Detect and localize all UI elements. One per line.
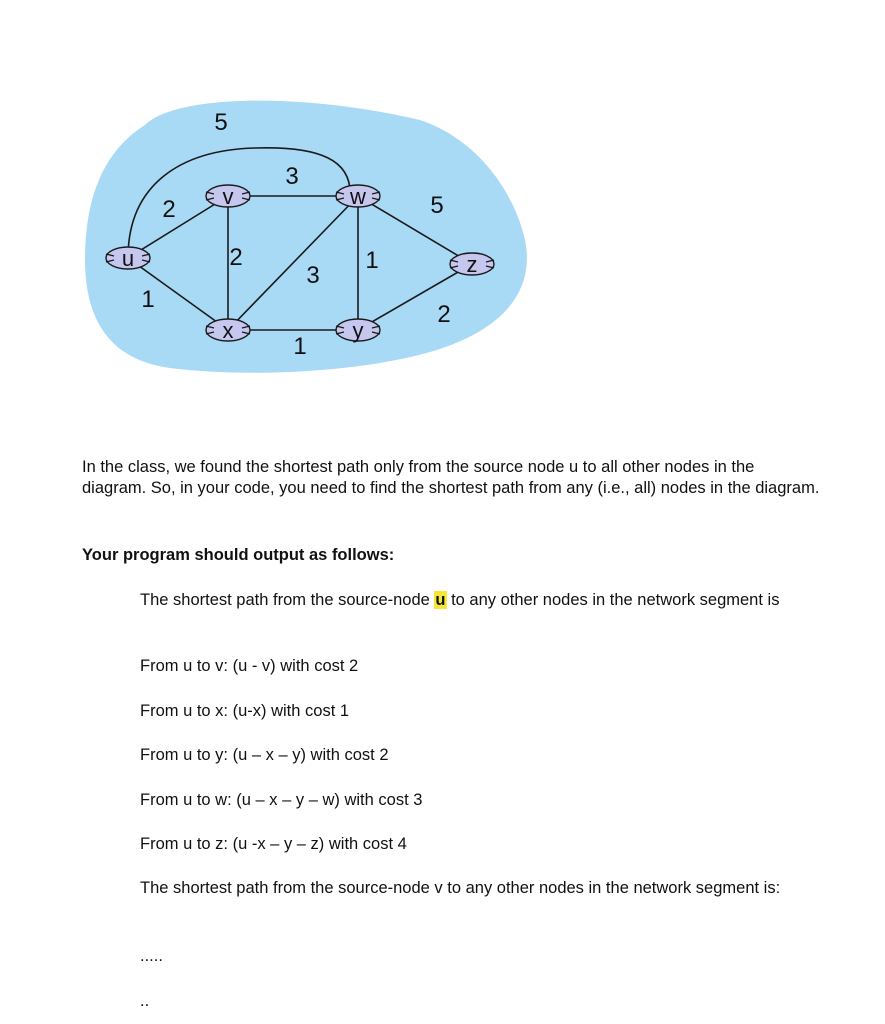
v-section-intro: The shortest path from the source-node v to any other nodes in the network segment is: bbox=[140, 879, 781, 897]
path-line-u-x: From u to x: (u-x) with cost 1 bbox=[140, 702, 350, 720]
output-heading: Your program should output as follows: bbox=[82, 546, 395, 564]
path-line-u-z: From u to z: (u -x – y – z) with cost 4 bbox=[140, 835, 407, 853]
edge-cost-label-v-w: 3 bbox=[285, 163, 299, 190]
edge-cost-label-y-z: 2 bbox=[437, 301, 451, 328]
edge-cost-label-v-x: 2 bbox=[229, 244, 243, 271]
intro-paragraph: In the class, we found the shortest path only from the source node u to all other nodes in the diagram. So, in your code, you need to find the shortest path from any (i.e., all) nodes in the diagram. bbox=[82, 458, 820, 497]
router-label-z: z bbox=[466, 252, 478, 277]
path-line-u-v: From u to v: (u - v) with cost 2 bbox=[140, 657, 359, 675]
u-section-suffix: to any other nodes in the network segment is bbox=[446, 591, 780, 609]
ellipsis-line-2: .. bbox=[140, 992, 150, 1010]
ellipsis-line-1: ..... bbox=[140, 947, 163, 965]
edge-cost-label-u-v: 2 bbox=[162, 196, 176, 223]
router-label-y: y bbox=[352, 318, 364, 343]
edge-cost-label-u-x: 1 bbox=[141, 286, 155, 313]
u-section-intro bbox=[140, 590, 820, 611]
path-line-u-w: From u to w: (u – x – y – w) with cost 3 bbox=[140, 791, 423, 809]
router-label-u: u bbox=[121, 246, 135, 271]
edge-cost-label-x-y: 1 bbox=[293, 333, 307, 360]
network-diagram bbox=[0, 0, 560, 400]
router-label-v: v bbox=[222, 184, 234, 209]
router-label-w: w bbox=[350, 184, 366, 209]
network-cloud-background bbox=[85, 101, 527, 373]
router-label-x: x bbox=[222, 318, 234, 343]
edge-cost-label-w-z: 5 bbox=[430, 192, 444, 219]
edge-cost-label-w-y: 1 bbox=[365, 247, 379, 274]
path-line-u-y: From u to y: (u – x – y) with cost 2 bbox=[140, 746, 389, 764]
edge-cost-label-x-w: 3 bbox=[306, 262, 320, 289]
u-section-prefix: The shortest path from the source-node bbox=[140, 591, 435, 609]
highlighted-source-node: u bbox=[435, 591, 446, 609]
edge-cost-label-u-w: 5 bbox=[214, 109, 228, 136]
